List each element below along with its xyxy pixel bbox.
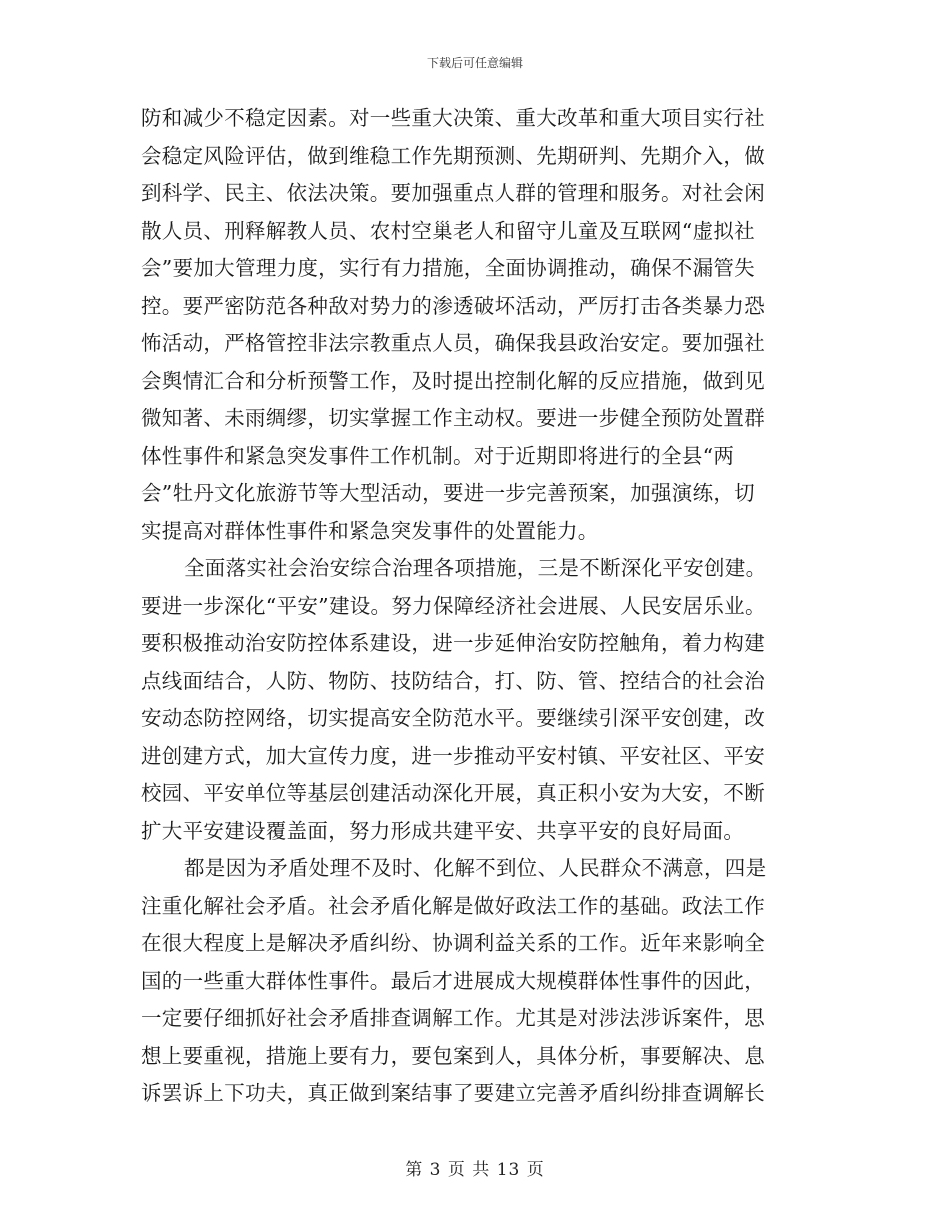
- text-line: 会”要加大管理力度，实行有力措施，全面协调推动，确保不漏管失: [141, 256, 755, 280]
- text-line: 怖活动，严格管控非法宗教重点人员，确保我县政治安定。要加强社: [141, 331, 765, 355]
- text-line: 微知著、未雨绸缪，切实掌握工作主动权。要进一步健全预防处置群: [141, 406, 765, 430]
- text-line: 要积极推动治安防控体系建设，进一步延伸治安防控触角，着力构建: [141, 631, 765, 655]
- page-header: 下载后可任意编辑: [426, 56, 523, 70]
- text-line: 到科学、民主、依法决策。要加强重点人群的管理和服务。对社会闲: [141, 181, 765, 205]
- text-line: 实提高对群体性事件和紧急突发事件的处置能力。: [141, 518, 599, 543]
- text-line: 会”牡丹文化旅游节等大型活动，要进一步完善预案，加强演练，切: [141, 481, 755, 505]
- paragraph-2: [141, 550, 801, 850]
- document-body: [141, 100, 801, 1113]
- text-line: 国的一些重大群体性事件。最后才进展成大规模群体性事件的因此，: [141, 968, 765, 993]
- text-line: 注重化解社会矛盾。社会矛盾化解是做好政法工作的基础。政法工作: [141, 893, 765, 918]
- text-line: 在很大程度上是解决矛盾纠纷、协调利益关系的工作。近年来影响全: [141, 931, 765, 955]
- text-line: 点线面结合，人防、物防、技防结合，打、防、管、控结合的社会治: [141, 668, 765, 693]
- text-line: 防和减少不稳定因素。对一些重大决策、重大改革和重大项目实行社: [141, 106, 765, 130]
- text-line: 一定要仔细抓好社会矛盾排查调解工作。尤其是对涉法涉诉案件，思: [141, 1006, 765, 1030]
- text-line: 诉罢诉上下功夫，真正做到案结事了要建立完善矛盾纠纷排查调解长: [141, 1081, 765, 1105]
- text-line: 要进一步深化“平安”建设。努力保障经济社会进展、人民安居乐业。: [141, 593, 766, 618]
- paragraph-3: [141, 850, 801, 1113]
- text-line: 控。要严密防范各种敌对势力的渗透破坏活动，严厉打击各类暴力恐: [141, 293, 765, 318]
- text-line: 扩大平安建设覆盖面，努力形成共建平安、共享平安的良好局面。: [141, 818, 745, 843]
- text-line: 校园、平安单位等基层创建活动深化开展，真正积小安为大安，不断: [141, 781, 765, 805]
- text-line: 都是因为矛盾处理不及时、化解不到位、人民群众不满意，四是: [184, 856, 767, 880]
- text-line: 全面落实社会治安综合治理各项措施，三是不断深化平安创建。: [184, 556, 767, 580]
- text-line: 安动态防控网络，切实提高安全防范水平。要继续引深平安创建，改: [141, 706, 765, 730]
- text-line: 会稳定风险评估，做到维稳工作先期预测、先期研判、先期介入，做: [141, 143, 765, 168]
- text-line: 散人员、刑释解教人员、农村空巢老人和留守儿童及互联网“虚拟社: [141, 218, 755, 243]
- text-line: 会舆情汇合和分析预警工作，及时提出控制化解的反应措施，做到见: [141, 368, 765, 393]
- page-number-footer: 第 3 页 共 13 页: [405, 1160, 545, 1180]
- text-line: 想上要重视，措施上要有力，要包案到人，具体分析，事要解决、息: [141, 1043, 765, 1068]
- text-line: 进创建方式，加大宣传力度，进一步推动平安村镇、平安社区、平安: [141, 743, 765, 768]
- text-line: 体性事件和紧急突发事件工作机制。对于近期即将进行的全县“两: [141, 443, 735, 468]
- paragraph-1: [141, 100, 801, 550]
